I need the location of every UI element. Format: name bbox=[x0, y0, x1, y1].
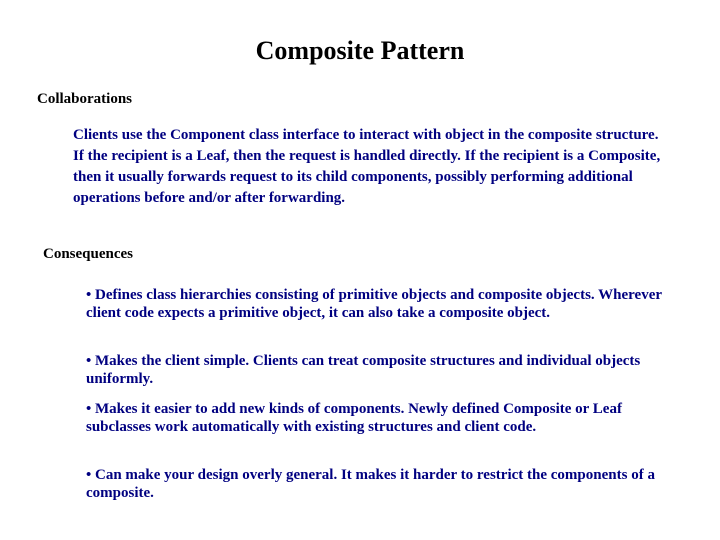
consequence-item: • Makes the client simple. Clients can treat composite structures and individual objects uniformly. bbox=[86, 353, 641, 387]
consequence-item: • Defines class hierarchies consisting of primitive objects and composite objects. Wherever client code expects a primitive object, it can also take a composite object. bbox=[86, 287, 662, 321]
consequence-item: • Makes it easier to add new kinds of components. Newly defined Composite or Leaf subclasses work automatically with existing structures and client code. bbox=[86, 401, 622, 435]
consequence-item: • Can make your design overly general. It makes it harder to restrict the components of a composite. bbox=[86, 467, 655, 501]
slide-title: Composite Pattern bbox=[255, 36, 465, 65]
consequences-heading: Consequences bbox=[43, 246, 134, 262]
collaborations-heading: Collaborations bbox=[37, 91, 133, 107]
collaborations-text: Clients use the Component class interface to interact with object in the composite structure. If the recipient is a Leaf, then the request is handled directly. If the recipient is a Composite, then it usually forwards request to its child components, possibly performing additional operations before and/or after forwarding. bbox=[73, 127, 661, 206]
